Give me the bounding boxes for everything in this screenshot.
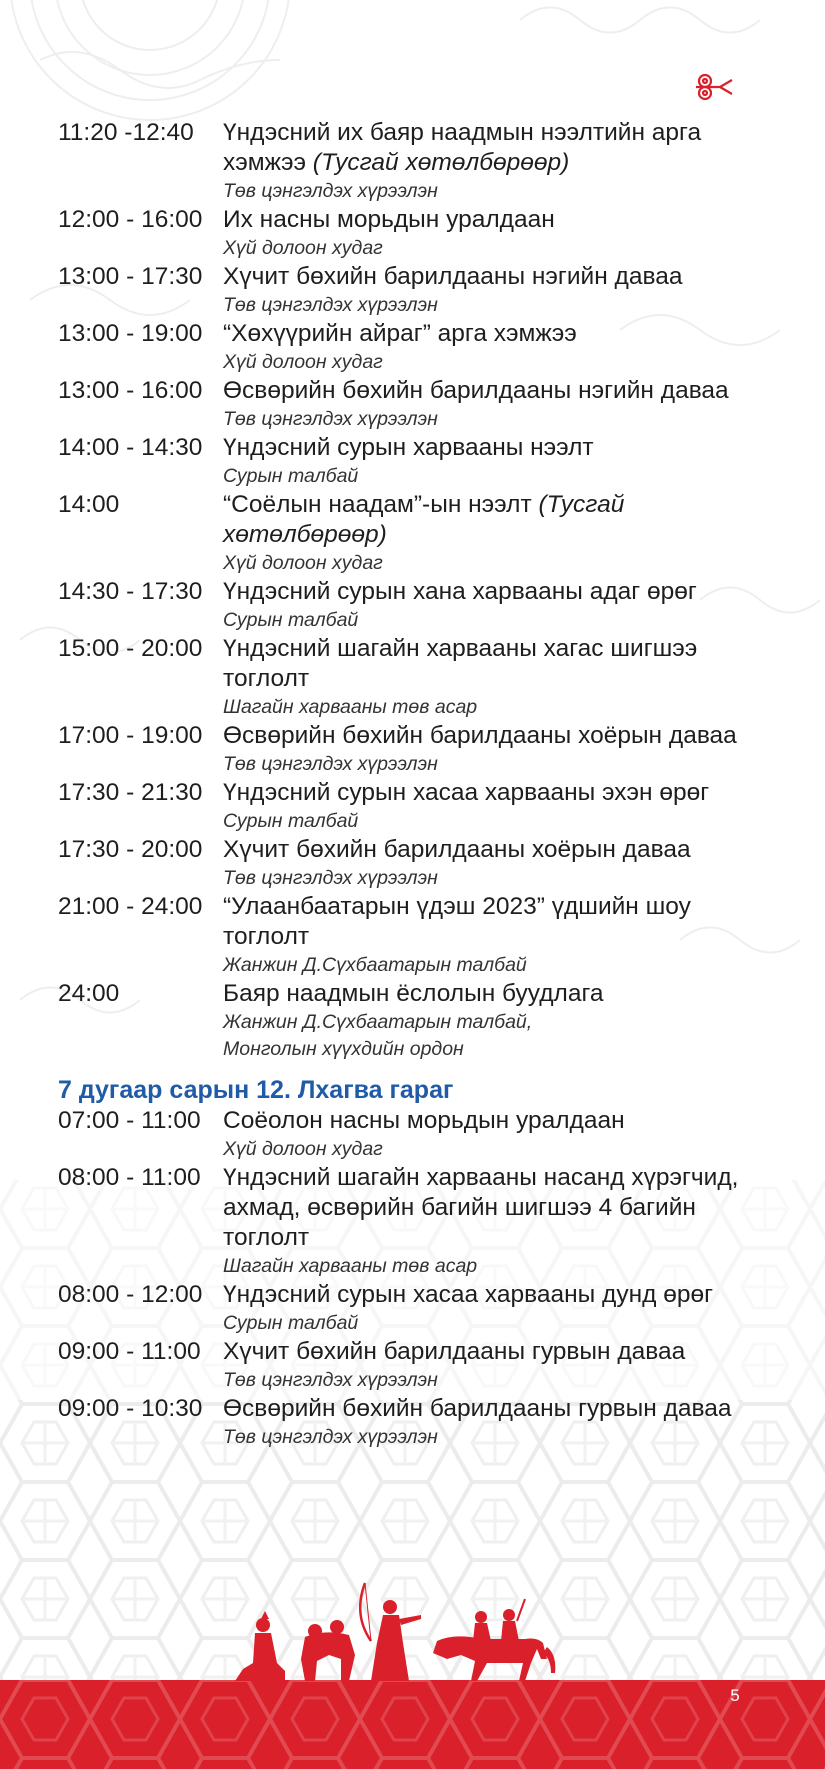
decorative-ornament-line: [300, 72, 740, 102]
event-title: “Улаанбаатарын үдэш 2023” үдшийн шоу тоглолт: [223, 893, 691, 950]
event-venue: Сурын талбай: [223, 609, 359, 631]
wrestlers-icon: [301, 1620, 355, 1681]
event-time: 11:20 -12:40: [58, 119, 194, 146]
schedule-row: [58, 118, 758, 205]
event-venue: Хүй долоон худаг: [223, 237, 383, 259]
schedule-row: [58, 319, 758, 376]
schedule-row: [58, 778, 758, 835]
event-time: 17:00 - 19:00: [58, 722, 203, 749]
schedule-row: [58, 433, 758, 490]
event-time: 17:30 - 21:30: [58, 779, 203, 806]
event-venue: Жанжин Д.Сүхбаатарын талбай: [223, 954, 527, 976]
event-title: Өсвөрийн бөхийн барилдааны нэгийн даваа: [223, 377, 729, 404]
schedule-row: [58, 376, 758, 433]
event-venue: Төв цэнгэлдэх хүрээлэн: [223, 180, 438, 202]
schedule-row: [58, 1280, 758, 1337]
event-venue: Төв цэнгэлдэх хүрээлэн: [223, 867, 438, 889]
day-header: 7 дугаар сарын 12. Лхагва гараг: [58, 1076, 454, 1104]
event-venue: Төв цэнгэлдэх хүрээлэн: [223, 294, 438, 316]
event-time: 14:30 - 17:30: [58, 578, 203, 605]
event-title: Өсвөрийн бөхийн барилдааны хоёрын даваа: [223, 722, 737, 749]
schedule-row: [58, 490, 758, 577]
event-time: 13:00 - 16:00: [58, 377, 203, 404]
schedule-row: [58, 979, 758, 1063]
event-time: 09:00 - 10:30: [58, 1395, 203, 1422]
schedule-content: [58, 118, 758, 1451]
event-title: Их насны морьдын уралдаан: [223, 206, 555, 233]
event-venue: Шагайн харвааны төв асар: [223, 696, 478, 718]
event-title: “Хөхүүрийн айраг” арга хэмжээ: [223, 320, 577, 347]
event-time: 14:00: [58, 491, 120, 518]
seated-figure-icon: [235, 1611, 285, 1681]
footer-band: [0, 1680, 825, 1769]
event-venue: Төв цэнгэлдэх хүрээлэн: [223, 753, 438, 775]
event-venue: Төв цэнгэлдэх хүрээлэн: [223, 408, 438, 430]
naadam-silhouettes: [225, 1563, 625, 1683]
schedule-row: [58, 577, 758, 634]
event-title: Өсвөрийн бөхийн барилдааны гурвын даваа: [223, 1395, 732, 1422]
event-time: 14:00 - 14:30: [58, 434, 203, 461]
event-time: 17:30 - 20:00: [58, 836, 203, 863]
event-title: Үндэсний сурын харвааны нээлт: [223, 434, 594, 461]
event-time: 09:00 - 11:00: [58, 1338, 201, 1365]
event-title: Үндэсний сурын хасаа харвааны дунд өрөг: [223, 1281, 714, 1308]
event-venue: Жанжин Д.Сүхбаатарын талбай,: [223, 1011, 533, 1033]
schedule-row: [58, 1337, 758, 1394]
event-time: 13:00 - 19:00: [58, 320, 203, 347]
schedule-row: [58, 634, 758, 721]
event-title: Хүчит бөхийн барилдааны гурвын даваа: [223, 1338, 686, 1365]
event-title: Үндэсний сурын хана харвааны адаг өрөг: [223, 578, 697, 605]
event-title: Хүчит бөхийн барилдааны нэгийн даваа: [223, 263, 683, 290]
schedule-row: [58, 892, 758, 979]
schedule-row: [58, 1163, 758, 1280]
schedule-row: [58, 835, 758, 892]
schedule-row: [58, 1394, 758, 1451]
event-time: 07:00 - 11:00: [58, 1107, 201, 1134]
event-venue: Хүй долоон худаг: [223, 552, 383, 574]
event-title: “Соёлын наадам”-ын нээлт (Тусгай хөтөлбөрөөр): [223, 491, 625, 548]
event-time: 08:00 - 11:00: [58, 1164, 201, 1191]
archer-icon: [360, 1583, 421, 1681]
event-time: 08:00 - 12:00: [58, 1281, 203, 1308]
event-title: Баяр наадмын ёслолын буудлага: [223, 980, 604, 1007]
event-venue: Шагайн харвааны төв асар: [223, 1255, 478, 1277]
event-time: 13:00 - 17:30: [58, 263, 203, 290]
event-time: 24:00: [58, 980, 120, 1007]
event-venue: Хүй долоон худаг: [223, 351, 383, 373]
page-number: 5: [730, 1686, 740, 1705]
event-venue: Сурын талбай: [223, 465, 359, 487]
horse-riders-icon: [433, 1599, 555, 1681]
event-venue: Хүй долоон худаг: [223, 1138, 383, 1160]
event-time: 15:00 - 20:00: [58, 635, 203, 662]
event-title: Үндэсний их баяр наадмын нээлтийн арга хэмжээ (Тусгай хөтөлбөрөөр): [223, 119, 702, 176]
event-venue: Сурын талбай: [223, 810, 359, 832]
schedule-row: [58, 721, 758, 778]
schedule-row: [58, 205, 758, 262]
event-title: Соёолон насны морьдын уралдаан: [223, 1107, 625, 1134]
schedule-row: [58, 1106, 758, 1163]
event-venue-secondary: Монголын хүүхдийн ордон: [223, 1038, 464, 1060]
schedule-row: [58, 262, 758, 319]
event-time: 12:00 - 16:00: [58, 206, 203, 233]
event-venue: Сурын талбай: [223, 1312, 359, 1334]
event-venue: Төв цэнгэлдэх хүрээлэн: [223, 1426, 438, 1448]
event-title: Үндэсний шагайн харвааны хагас шигшээ тоглолт: [223, 635, 698, 692]
event-time: 21:00 - 24:00: [58, 893, 203, 920]
event-title: Үндэсний сурын хасаа харвааны эхэн өрөг: [223, 779, 710, 806]
event-title: Үндэсний шагайн харвааны насанд хүрэгчид, ахмад, өсвөрийн багийн шигшээ 4 багийн тоглолт: [223, 1164, 739, 1251]
event-title: Хүчит бөхийн барилдааны хоёрын даваа: [223, 836, 691, 863]
event-venue: Төв цэнгэлдэх хүрээлэн: [223, 1369, 438, 1391]
